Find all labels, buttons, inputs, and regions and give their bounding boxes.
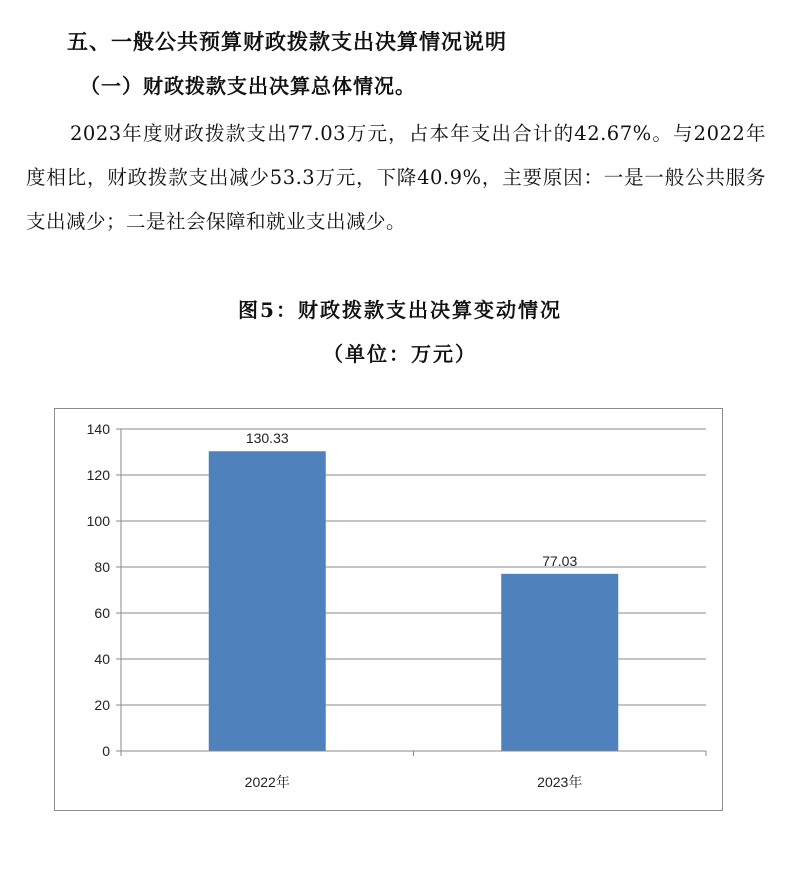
y-tick-label: 60 <box>94 605 110 621</box>
y-tick-label: 100 <box>86 513 110 529</box>
data-label: 130.33 <box>245 430 289 447</box>
bar-chart-svg <box>55 409 722 810</box>
y-tick-label: 0 <box>102 743 110 759</box>
bar <box>209 451 326 751</box>
y-tick-label: 120 <box>86 467 110 483</box>
y-tick-label: 140 <box>86 421 110 437</box>
body-paragraph: 2023年度财政拨款支出77.03万元，占本年支出合计的42.67%。与2022年度相比，财政拨款支出减少53.3万元，下降40.9%，主要原因：一是一般公共服务支出减少；二是社会保障和就业支出减少。 <box>26 122 766 233</box>
bar <box>501 574 618 751</box>
y-tick-label: 20 <box>94 697 110 713</box>
x-tick-label: 2022年 <box>244 774 290 790</box>
section-heading: 五、一般公共预算财政拨款支出决算情况说明 <box>67 30 507 54</box>
bar-chart <box>54 408 723 811</box>
data-label: 77.03 <box>542 552 578 569</box>
x-tick-label: 2023年 <box>537 774 583 790</box>
chart-unit-subtitle: （单位：万元） <box>323 342 477 366</box>
chart-title: 图5：财政拨款支出决算变动情况 <box>238 298 562 322</box>
y-tick-label: 80 <box>94 559 110 575</box>
section-subheading: （一）财政拨款支出决算总体情况。 <box>80 74 416 98</box>
y-tick-label: 40 <box>94 651 110 667</box>
